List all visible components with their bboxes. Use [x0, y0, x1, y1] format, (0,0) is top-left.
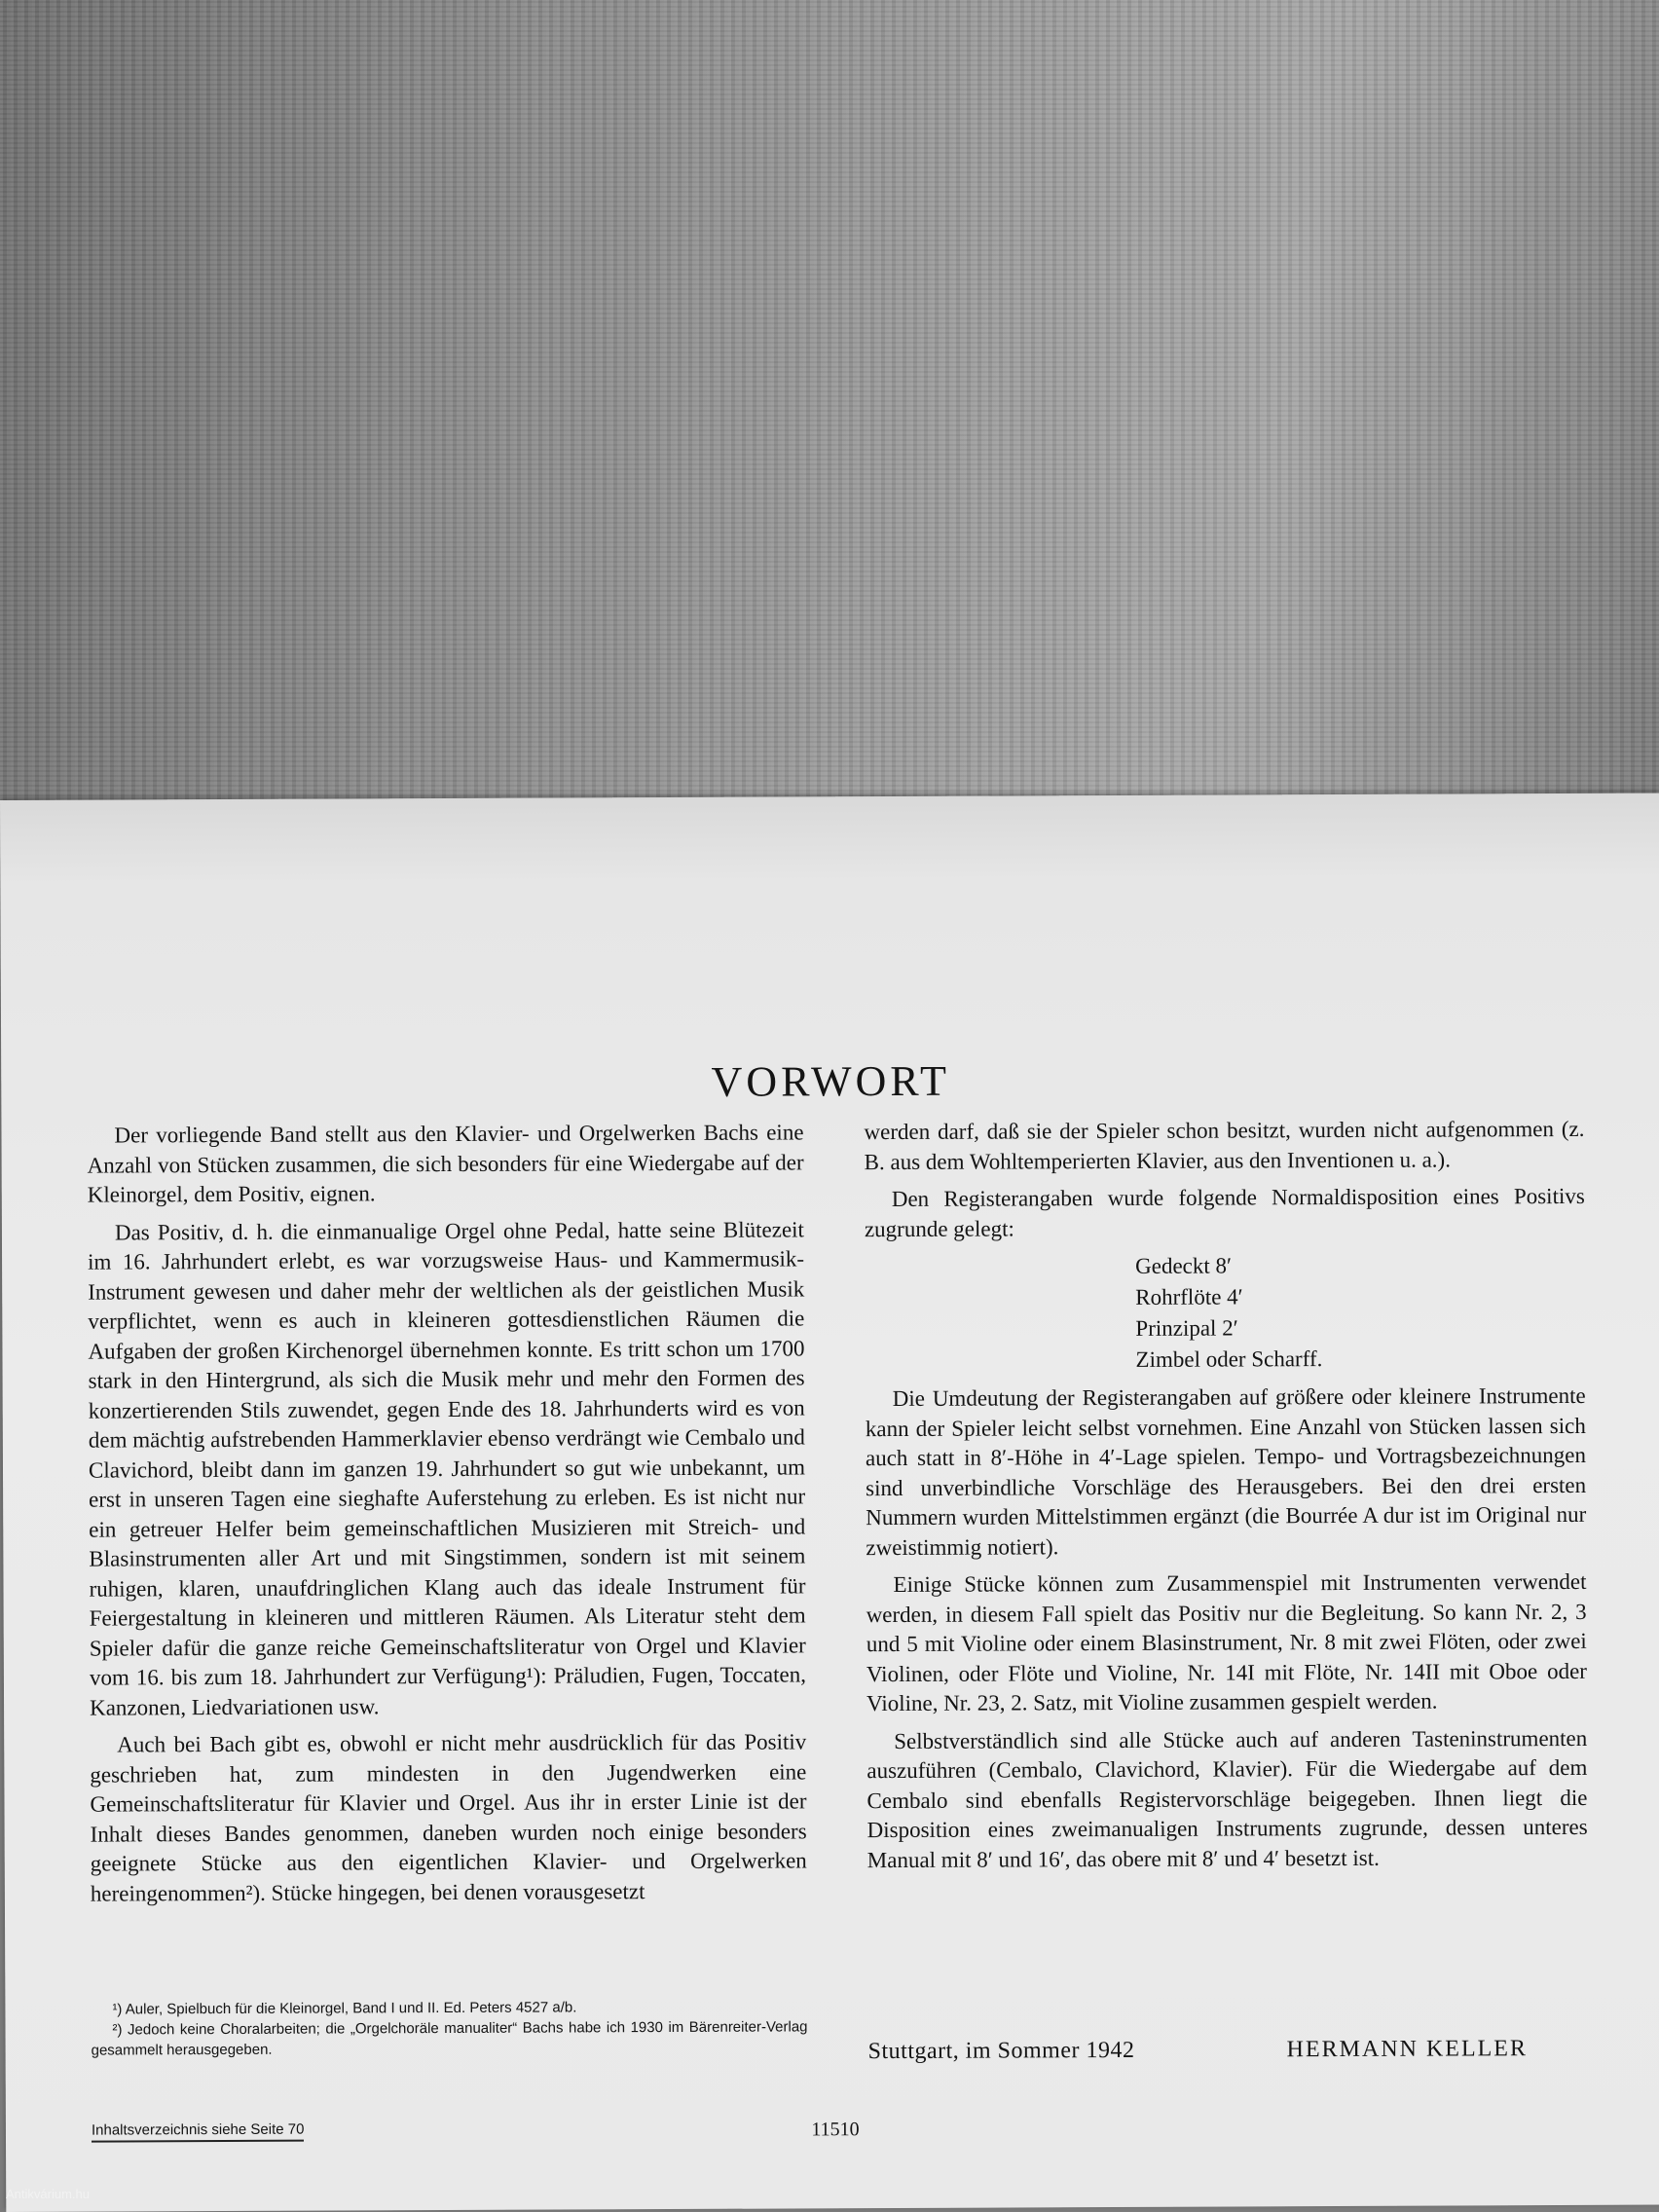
paragraph-continuation: werden darf, daß sie der Spieler schon besitzt, wurden nicht aufgenommen (z. B. aus dem Wohltemperierten Klavier, aus den Inventionen u. a.).	[864, 1116, 1585, 1174]
register-item: Zimbel oder Scharff.	[1135, 1346, 1323, 1372]
paragraph: Das Positiv, d. h. die einmanualige Orgel ohne Pedal, hatte seine Blütezeit im 16. Jahrhundert erlebt, es war vorzugsweise Haus- und Kammermusik-Instrument gewesen und daher mehr der weltlichen als der geistlichen Musik verpflichtet, wenn es auch in kleineren gottesdienstlichen Räumen die Aufgaben der großen Kirchenorgel übernehmen konnte. Es tritt schon um 1700 stark in den Hintergrund, als sich die Musik mehr und mehr den Formen des konzertierenden Stils zuwendet, gegen Ende des 18. Jahrhunderts wird es von dem mächtig aufstrebenden Hammerklavier ebenso verdrängt wie Cembalo und Clavichord, bleibt dann im ganzen 19. Jahrhundert so gut wie unbekannt, um erst in unseren Tagen eine sieghafte Auferstehung zu erleben. Es ist nicht nur ein getreuer Helfer beim gemeinschaftlichen Musizieren mit Streich- und Blasinstrumenten aller Art und mit Singstimmen, sondern ist mit seinem ruhigen, klaren, unaufdringlichen Klang auch das ideale Instrument für Feiergestaltung in kleineren und mittleren Räumen. Als Literatur steht dem Spieler dafür die ganze reiche Gemeinschaftsliteratur von Orgel und Klavier vom 16. bis zum 18. Jahrhundert zur Verfügung¹): Präludien, Fugen, Toccaten, Kanzonen, Liedvariationen usw.	[88, 1216, 806, 1720]
register-item: Gedeckt 8′	[1135, 1253, 1233, 1278]
background-surface	[0, 0, 1659, 806]
page-number: 11510	[811, 2119, 860, 2141]
footnote: ¹) Auler, Spielbuch für die Kleinorgel, Band I und II. Ed. Peters 4527 a/b.	[112, 1999, 577, 2018]
watermark: Antikvárium.hu	[6, 2187, 90, 2201]
registers-intro: Den Registerangaben wurde folgende Normaldisposition eines Positivs zugrunde gelegt:	[864, 1183, 1585, 1241]
paragraph: Die Umdeutung der Registerangaben auf größere oder kleinere Instrumente kann der Spieler leicht selbst vornehmen. Eine Anzahl von Stücken lassen sich auch statt in 8′-Höhe in 4′-Lage spielen. Tempo- und Vortragsbezeichnungen sind unverbindliche Vorschläge des Herausgebers. Bei den drei ersten Nummern wurden Mittelstimmen ergänzt (die Bourrée A dur ist im Original nur zweistimmig notiert).	[865, 1382, 1587, 1560]
footnote: ²) Jedoch keine Choralarbeiten; die „Orgelchoräle manualiter“ Bachs habe ich 1930 im Bärenreiter-Verlag gesammelt herausgegeben.	[91, 2018, 808, 2059]
author-signature: HERMANN KELLER	[1286, 2036, 1528, 2063]
toc-note: Inhaltsverzeichnis siehe Seite 70	[92, 2121, 305, 2143]
register-item: Rohrflöte 4′	[1135, 1284, 1243, 1309]
footnotes	[91, 1996, 807, 2060]
paragraph: Auch bei Bach gibt es, obwohl er nicht mehr ausdrücklich für das Positiv geschrieben hat, zum mindesten in den Jugendwerken eine Gemeinschaftsliteratur für Klavier und Orgel. Aus ihr in erster Linie ist der Inhalt dieses Bandes genommen, daneben wurden noch einige besonders geeignete Stücke aus den eigentlichen Klavier- und Orgelwerken hereingenommen²). Stücke hingegen, bei denen vorausgesetzt	[90, 1729, 807, 1906]
page-title: VORWORT	[711, 1057, 951, 1107]
register-item: Prinzipal 2′	[1135, 1315, 1238, 1341]
place-date: Stuttgart, im Sommer 1942	[867, 2037, 1135, 2065]
left-column	[87, 1118, 807, 1908]
register-list	[1135, 1249, 1586, 1376]
document-page	[0, 793, 1659, 2212]
paragraph: Selbstverständlich sind alle Stücke auch auf anderen Tasteninstrumenten auszuführen (Cembalo, Clavichord, Klavier). Für die Wiedergabe auf dem Cembalo sind ebenfalls Registervorschläge beigegeben. Ihnen liegt die Disposition eines zweimanualigen Instruments zugrunde, dessen unteres Manual mit 8′ und 16′, das obere mit 8′ und 4′ besetzt ist.	[866, 1725, 1588, 1872]
right-column	[864, 1115, 1587, 1875]
paragraph: Einige Stücke können zum Zusammenspiel mit Instrumenten verwendet werden, in diesem Fall spielt das Positiv nur die Begleitung. So kann Nr. 2, 3 und 5 mit Violine oder einem Blasinstrument, Nr. 8 mit zwei Flöten, oder zwei Violinen, oder Flöte und Violine, Nr. 14I mit Flöte, Nr. 14II mit Oboe oder Violine, Nr. 23, 2. Satz, mit Violine zusammen gespielt werden.	[866, 1568, 1587, 1716]
paragraph: Der vorliegende Band stellt aus den Klavier- und Orgelwerken Bachs eine Anzahl von Stücken zusammen, die sich besonders für eine Wiedergabe auf der Kleinorgel, dem Positiv, eignen.	[87, 1120, 804, 1207]
